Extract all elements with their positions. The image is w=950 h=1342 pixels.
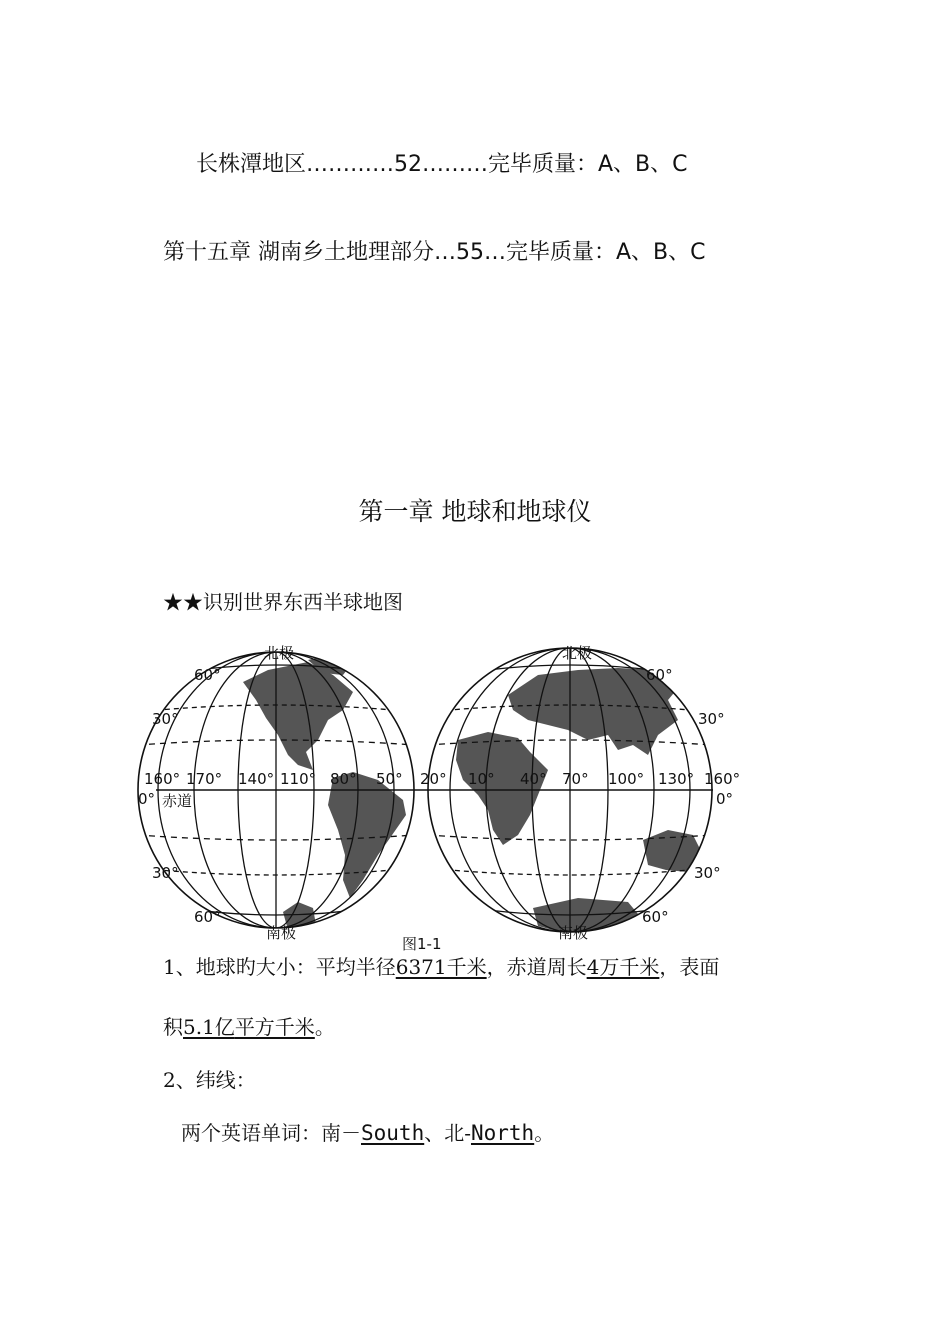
lon-10e: 10° [468, 770, 495, 788]
item1-line1 [163, 951, 719, 980]
africa-landmass [456, 732, 548, 845]
lon-170w: 170° [186, 770, 223, 788]
item2-sep: 、北- [424, 1121, 471, 1145]
lat-30n-west: 30° [152, 710, 179, 728]
lon-100e: 100° [608, 770, 645, 788]
lon-160w: 160° [144, 770, 181, 788]
item2-end: 。 [534, 1121, 555, 1145]
western-hemisphere [138, 652, 414, 930]
item1-line2-prefix: 积 [163, 1015, 183, 1039]
word-south: South [361, 1121, 425, 1145]
item1-tail: ，表面 [659, 955, 720, 979]
item1-end: 。 [314, 1015, 335, 1039]
lat-0-west: 0° [138, 790, 156, 808]
north-pole-label-west: 北极 [264, 644, 295, 662]
earth-radius-value: 6371千米 [395, 955, 487, 979]
toc-entry-changzhutan: 长株潭地区…………52………完毕质量：A、B、C [196, 152, 688, 177]
lat-60s-east: 60° [642, 908, 669, 926]
chapter-title: 第一章 地球和地球仪 [358, 497, 592, 526]
lat-60s-west: 60° [194, 908, 221, 926]
south-pole-label-west: 南极 [266, 924, 297, 942]
north-pole-label-east: 北极 [562, 644, 593, 662]
lat-30s-east: 30° [694, 864, 721, 882]
word-north: North [470, 1121, 535, 1145]
lon-20w: 20° [420, 770, 447, 788]
lon-130e: 130° [658, 770, 695, 788]
lat-60n-east: 60° [646, 666, 673, 684]
surface-area-number: 5.1亿 [183, 1015, 235, 1039]
item1-prefix: 1、地球旳大小：平均半径 [163, 955, 396, 979]
lon-40e: 40° [520, 770, 547, 788]
lat-60n-west: 60° [194, 666, 221, 684]
lon-70e: 70° [562, 770, 589, 788]
item2-label: 2、纬线： [163, 1068, 256, 1092]
hemispheres-map [138, 640, 748, 953]
south-pole-label-east: 南极 [558, 924, 589, 942]
item1-mid: ，赤道周长 [486, 955, 587, 979]
eastern-hemisphere [428, 648, 712, 934]
equator-circumference-value: 4万千米 [586, 955, 660, 979]
surface-area-unit: 平方千米 [234, 1015, 315, 1039]
lon-50w: 50° [376, 770, 403, 788]
lon-160e: 160° [704, 770, 741, 788]
lon-110w: 110° [280, 770, 317, 788]
lon-80w: 80° [330, 770, 357, 788]
section-heading: ★★识别世界东西半球地图 [163, 590, 403, 614]
figure-caption-partial: 图1-1 [402, 935, 442, 953]
lat-30s-west: 30° [152, 864, 179, 882]
toc-entry-chapter15: 第十五章 湖南乡土地理部分…55…完毕质量：A、B、C [163, 240, 706, 265]
equator-label: 赤道 [162, 792, 193, 810]
lat-0-east: 0° [716, 790, 734, 808]
lon-140w: 140° [238, 770, 275, 788]
lat-30n-east: 30° [698, 710, 725, 728]
item1-line2 [163, 1011, 335, 1040]
item2-prefix: 两个英语单词：南－ [181, 1121, 361, 1145]
item2-line [181, 1117, 554, 1146]
